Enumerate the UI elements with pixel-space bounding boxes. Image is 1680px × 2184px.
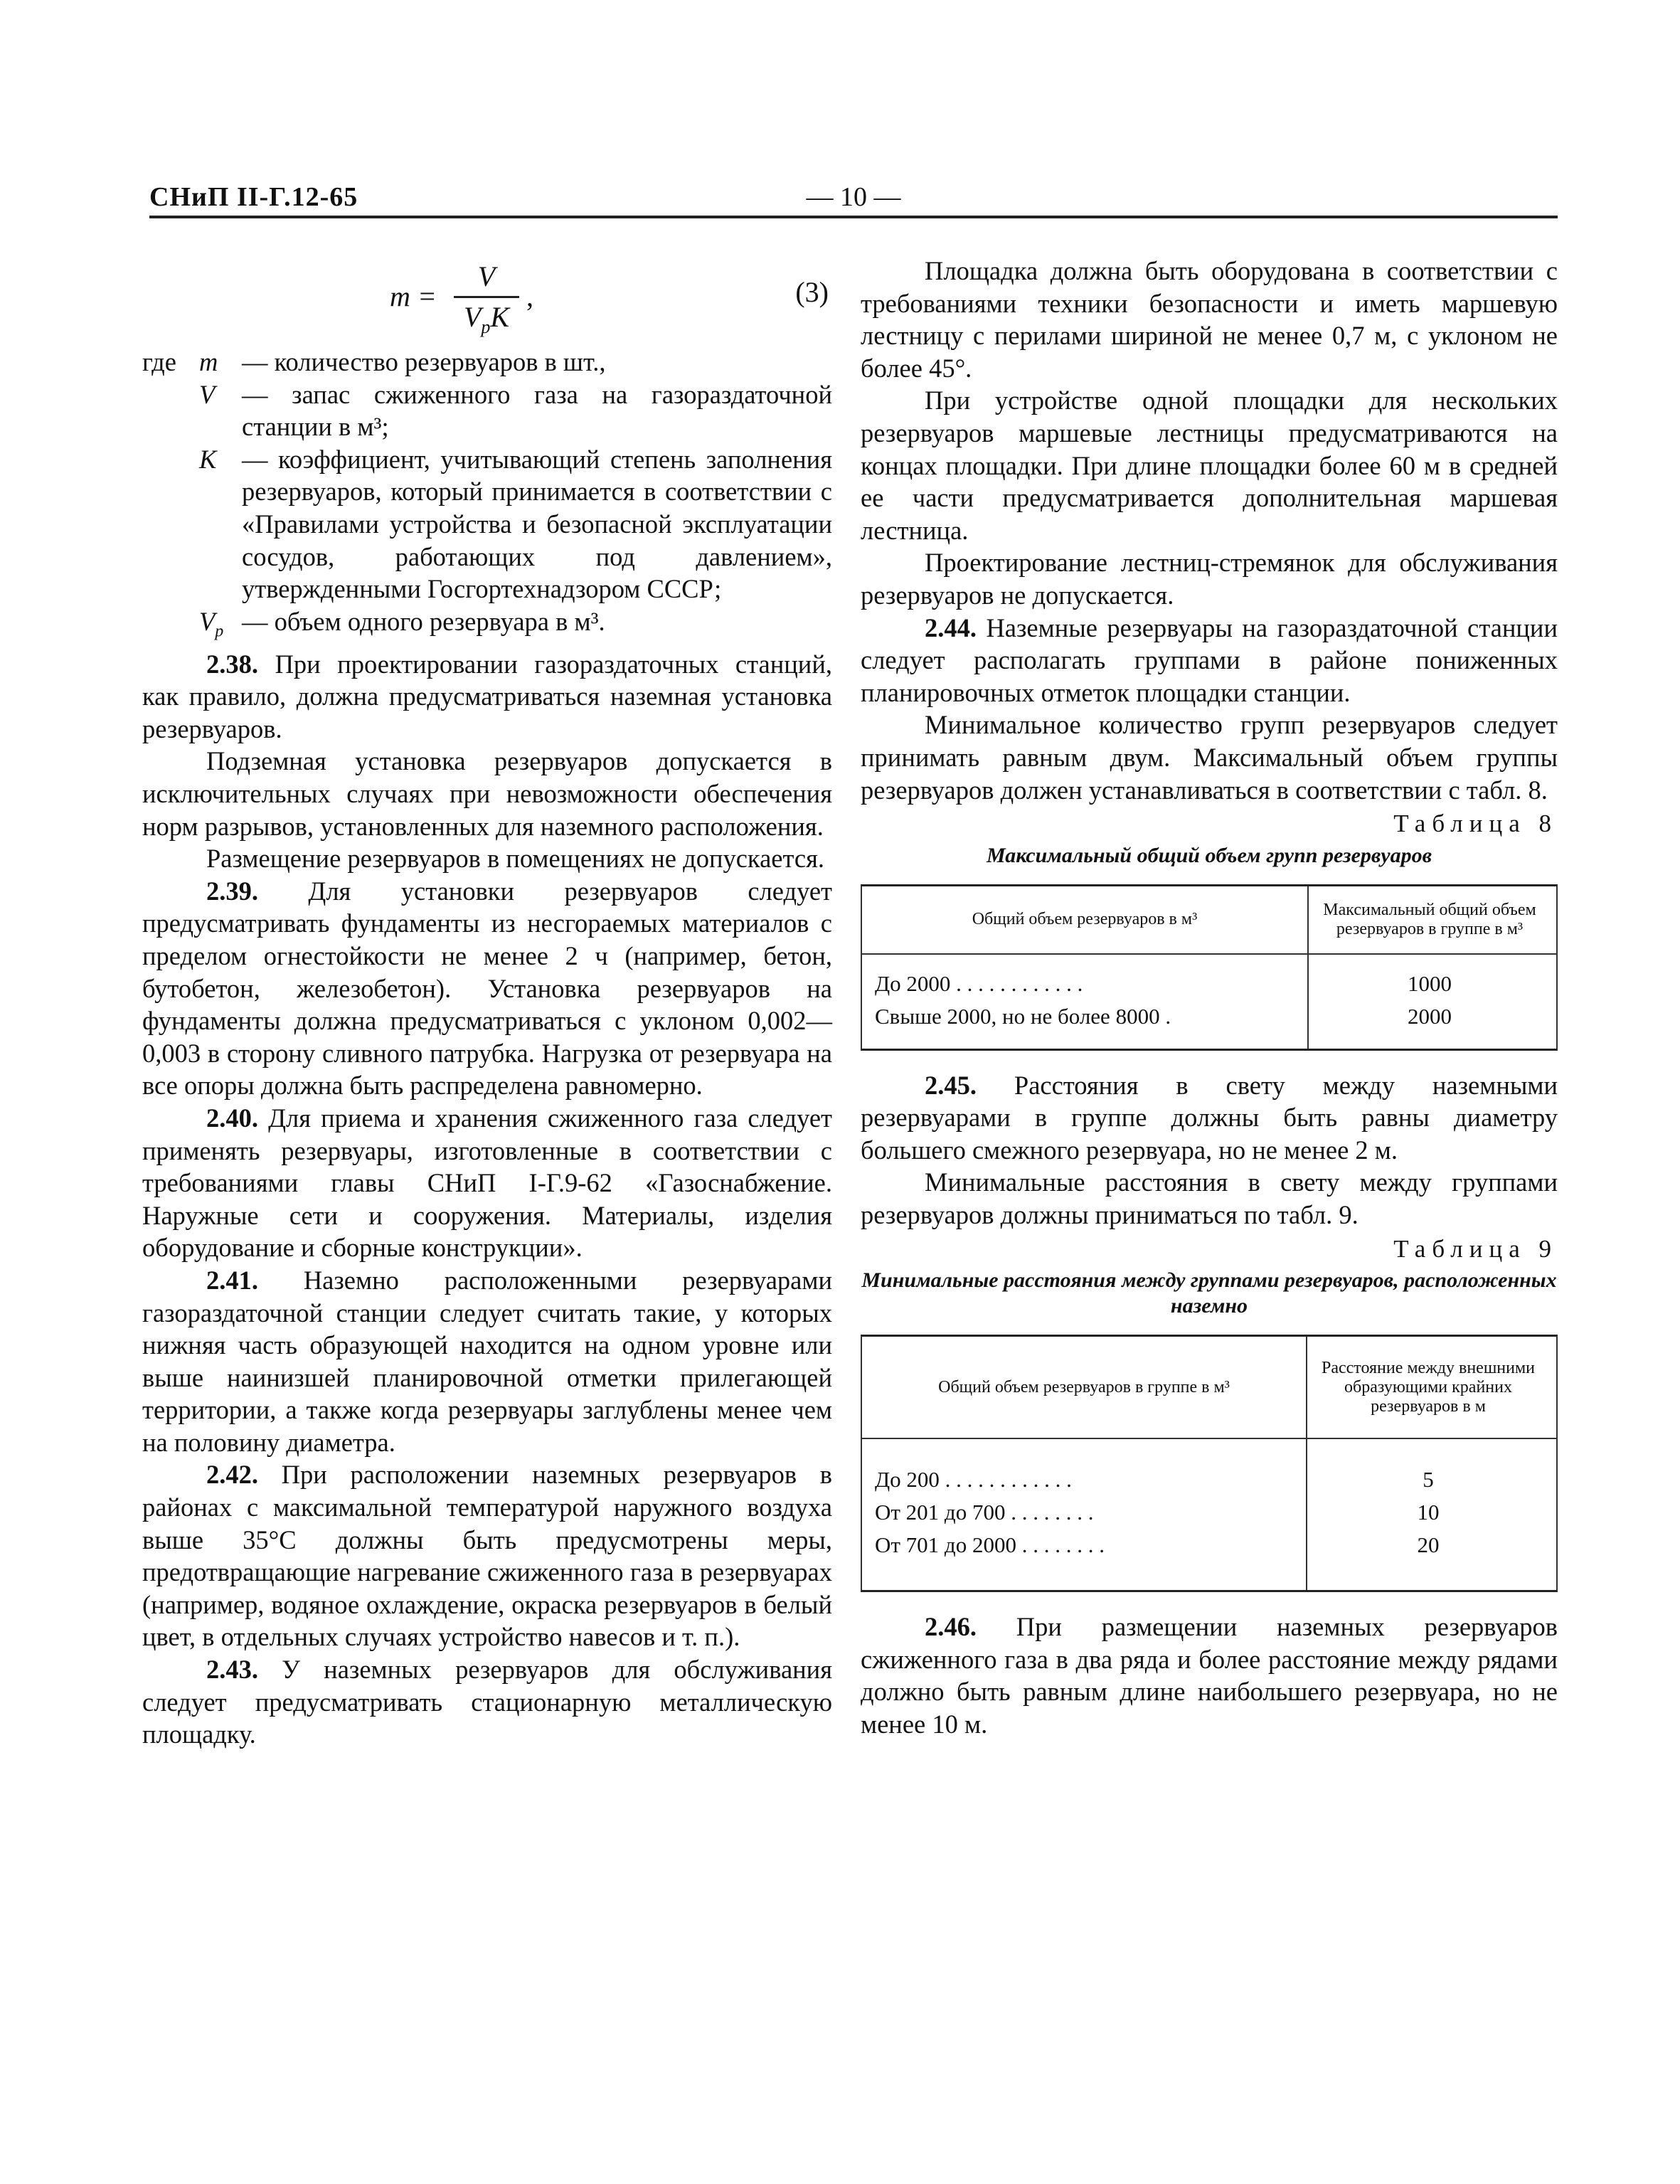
table-cell: До 200 . . . . . . . . . . . .: [875, 1467, 1072, 1493]
clause-number: 2.44.: [925, 613, 977, 642]
paragraph: Проектирование лестниц-стремянок для обслуживания резервуаров не допускается.: [861, 548, 1558, 610]
paragraph-2-39: 2.39. Для установки резервуаров следует предусматривать фундаменты из несгораемых материалов с пределом огнестойкости не менее 2 ч (например, бетон, бутобетон, железобетон). Установка резервуаров на фундаменты должна предусматриваться с уклоном 0,002—0,003 в сторону сливного патрубка. Нагрузка от резервуара на все опоры должна быть распределена равномерно.: [142, 876, 832, 1101]
table-9-title: Минимальные расстояния между группами резервуаров, расположенных наземно: [861, 1268, 1557, 1318]
header-rule: [149, 216, 1558, 218]
left-column: [142, 255, 832, 1751]
den-sub: р: [481, 317, 491, 337]
table-9: [861, 1335, 1558, 1592]
table-body: [862, 1439, 1556, 1590]
formula-denominator: [454, 299, 519, 345]
table-header-cell: Максимальный общий объем резервуаров в группе в м³: [1323, 900, 1536, 938]
clause-number: 2.40.: [206, 1103, 258, 1133]
paragraph: При устройстве одной площадки для нескольких резервуаров маршевые лестницы предусматриваются на концах площадки. При длине площадки более 60 м в средней ее части предусматривается дополнительная маршевая лестница.: [861, 386, 1558, 545]
legend-row: [142, 605, 832, 648]
legend-symbol: $V_р$: [199, 606, 224, 641]
paragraph-2-46: 2.46. При размещении наземных резервуаров сжиженного газа в два ряда и более расстояние между рядами должно быть равным длине наибольшего резервуара, но не менее 10 м.: [861, 1612, 1558, 1739]
paragraph-2-42: 2.42. При расположении наземных резервуаров в районах с максимальной температурой наружного воздуха выше 35°С должны быть предусмотрены меры, предотвращающие нагревание сжиженного газа в резервуарах (например, водяное охлаждение, окраска резервуаров в белый цвет, в отдельных случаях устройство навесов и т. п.).: [142, 1460, 832, 1652]
table-cell: Свыше 2000, но не более 8000 .: [875, 1003, 1171, 1029]
clause-number: 2.42.: [206, 1460, 258, 1490]
paragraph: Подземная установка резервуаров допускается в исключительных случаях при невозможности обеспечения норм разрывов, установленных для наземного расположения.: [142, 746, 832, 841]
formula-fraction: [454, 259, 519, 345]
table-header: [862, 886, 1556, 955]
clause-number: 2.38.: [206, 649, 258, 679]
table-cell: 2000: [1408, 1003, 1452, 1029]
legend-row: [142, 378, 832, 443]
legend-symbol: K: [199, 444, 217, 474]
paragraph-2-41: 2.41. Наземно расположенными резервуарами газораздаточной станции следует считать такие, у которых нижняя часть образующей находится на одном уровне или выше наинизшей планировочной отметки прилегающей территории, а также когда резервуары заглублены менее чем на половину диаметра.: [142, 1265, 833, 1457]
paragraph-2-38: 2.38. При проектировании газораздаточных станций, как правило, должна предусматриваться наземная установка резервуаров.: [142, 649, 832, 743]
table-body: [862, 955, 1556, 1049]
table-cell: 20: [1417, 1532, 1440, 1558]
clause-number: 2.39.: [206, 876, 258, 906]
paragraph-2-40: 2.40. Для приема и хранения сжиженного газа следует применять резервуары, изготовленные в соответствии с требованиями главы СНиП I-Г.9-62 «Газоснабжение. Наружные сети и сооружения. Материалы, изделия оборудование и сборные конструкции».: [142, 1103, 832, 1263]
clause-number: 2.41.: [206, 1265, 258, 1295]
formula-numerator: V: [477, 260, 496, 292]
paragraph: Минимальные расстояния в свету между группами резервуаров должны приниматься по табл. 9.: [861, 1167, 1558, 1230]
table-8-title: Максимальный общий объем групп резервуаров: [986, 843, 1432, 867]
table-9-caption: Таблица 9: [1393, 1234, 1558, 1263]
table-header-cell: Общий объем резервуаров в группе в м³: [862, 1337, 1307, 1438]
fraction-bar: [454, 296, 519, 298]
paragraph: Размещение резервуаров в помещениях не допускается.: [206, 844, 825, 874]
table-header: [862, 1337, 1556, 1439]
legend-row: [142, 443, 832, 605]
legend-row: [142, 346, 832, 378]
legend-definition: — количество резервуаров в шт.,: [242, 347, 606, 376]
paragraph: Площадка должна быть оборудована в соответствии с требованиями техники безопасности и иметь маршевую лестницу с перилами шириной не менее 0,7 м, с уклоном не более 45°.: [861, 256, 1558, 383]
document-code: СНиП II-Г.12-65: [149, 182, 358, 212]
running-header: [149, 181, 1558, 224]
formula-lhs: m =: [390, 280, 437, 312]
right-column: [861, 255, 1558, 1741]
legend-intro: где: [142, 347, 176, 376]
legend-definition: — коэффициент, учитывающий степень заполнения резервуаров, который принимается в соответствии с «Правилами устройства и безопасной эксплуатации сосудов, работающих под давлением», утвержденными Госгортехнадзором СССР;: [242, 444, 832, 604]
page-number: — 10 —: [806, 182, 901, 212]
table-header-cell: Расстояние между внешними образующими крайних резервуаров в м: [1321, 1358, 1536, 1416]
table-cell: От 201 до 700 . . . . . . . .: [875, 1500, 1094, 1525]
table-8-caption: Таблица 8: [1393, 810, 1558, 838]
table-cell: До 2000 . . . . . . . . . . . .: [875, 970, 1083, 996]
table-cell: От 701 до 2000 . . . . . . . .: [875, 1532, 1105, 1558]
table-header-cell: Общий объем резервуаров в м³: [862, 886, 1309, 953]
paragraph: Минимальное количество групп резервуаров следует принимать равным двум. Максимальный объем группы резервуаров должен устанавливаться в соответствии с табл. 8.: [861, 710, 1558, 805]
formula-number: (3): [795, 276, 829, 308]
formula-comma: ,: [526, 280, 533, 312]
legend-definition: — объем одного резервуара в м³.: [242, 606, 605, 636]
table-cell: 10: [1417, 1500, 1440, 1525]
clause-number: 2.43.: [206, 1655, 258, 1685]
table-cell: 5: [1423, 1467, 1434, 1493]
formula-legend: [142, 346, 832, 648]
clause-number: 2.46.: [925, 1612, 977, 1642]
legend-symbol: m: [199, 347, 218, 376]
legend-symbol: V: [199, 379, 216, 409]
clause-number: 2.45.: [925, 1070, 977, 1100]
formula-3: [142, 255, 832, 341]
table-cell: 1000: [1408, 970, 1452, 996]
table-8: [861, 884, 1558, 1051]
paragraph-2-45: 2.45. Расстояния в свету между наземными резервуарами в группе должны быть равны диаметру большего смежного резервуара, но не менее 2 м.: [861, 1070, 1558, 1165]
paragraph-2-44: 2.44. Наземные резервуары на газораздаточной станции следует располагать группами в районе пониженных планировочных отметок площадки станции.: [861, 613, 1558, 707]
legend-definition: — запас сжиженного газа на газораздаточной станции в м³;: [242, 379, 832, 442]
den-base: V: [463, 301, 482, 333]
den-tail: K: [490, 301, 510, 333]
paragraph-2-43: 2.43. У наземных резервуаров для обслуживания следует предусматривать стационарную металлическую площадку.: [142, 1655, 833, 1749]
